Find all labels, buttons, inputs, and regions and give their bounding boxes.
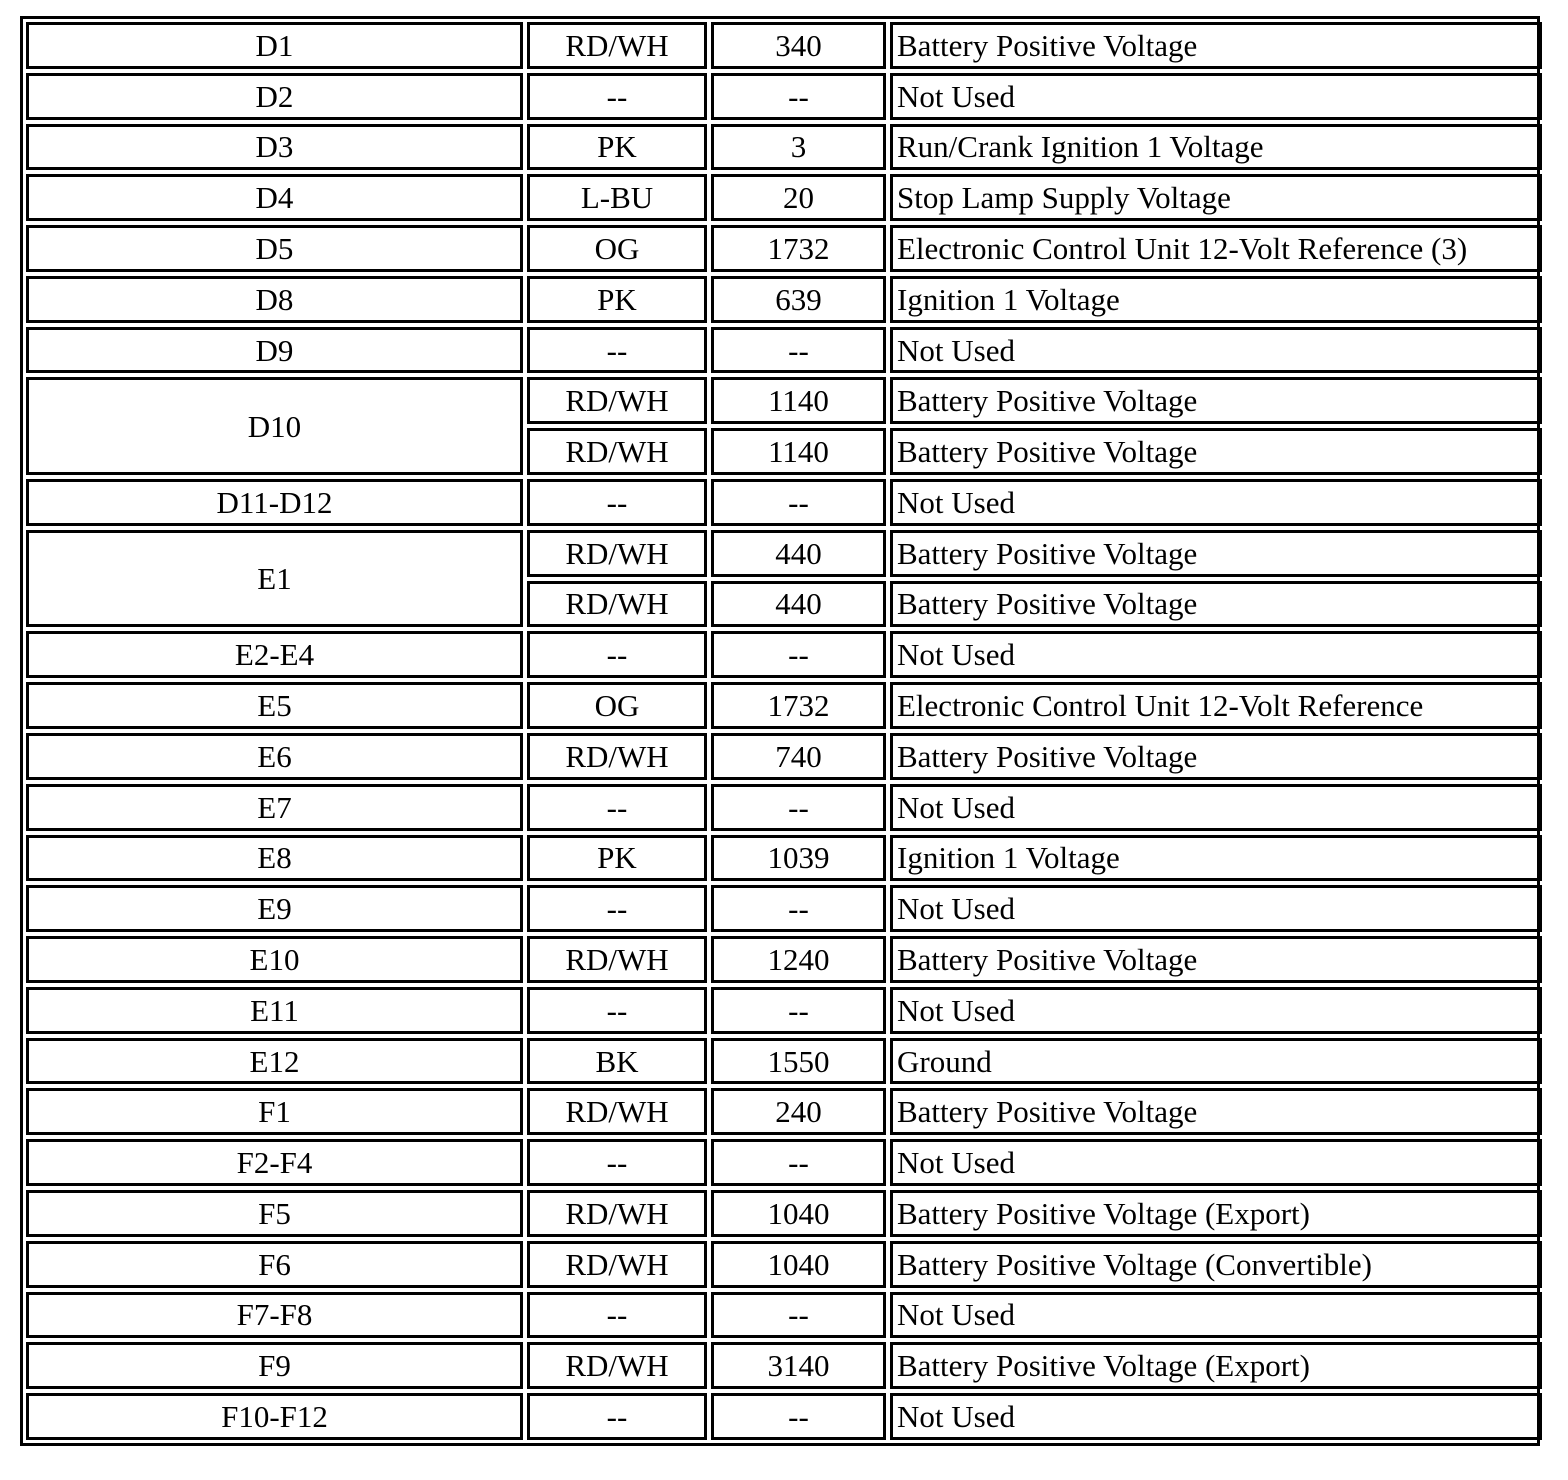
function-cell: Not Used [890, 1139, 1542, 1186]
circuit-number-cell: 639 [711, 276, 886, 323]
table-row [26, 784, 1542, 831]
wire-color-cell: -- [527, 479, 707, 526]
wire-color-cell: OG [527, 682, 707, 729]
wire-color-cell: L-BU [527, 174, 707, 221]
table-row [26, 936, 1542, 983]
table-row [26, 377, 1542, 424]
circuit-number-cell: -- [711, 1139, 886, 1186]
function-cell: Battery Positive Voltage [890, 1088, 1542, 1135]
wire-color-cell: BK [527, 1038, 707, 1085]
table-row [26, 276, 1542, 323]
wire-color-cell: RD/WH [527, 1190, 707, 1237]
wire-color-cell: -- [527, 1393, 707, 1440]
table-row [26, 73, 1542, 120]
pin-cell: D9 [26, 327, 523, 374]
table-row [26, 1292, 1542, 1339]
circuit-number-cell: -- [711, 784, 886, 831]
table-row [26, 1088, 1542, 1135]
table-row [26, 225, 1542, 272]
pin-cell: D2 [26, 73, 523, 120]
pin-cell: E2-E4 [26, 631, 523, 678]
wire-color-cell: PK [527, 124, 707, 171]
function-cell: Not Used [890, 73, 1542, 120]
circuit-number-cell: 1732 [711, 682, 886, 729]
function-cell: Battery Positive Voltage [890, 377, 1542, 424]
pin-cell: D10 [26, 377, 523, 475]
circuit-number-cell: 240 [711, 1088, 886, 1135]
circuit-number-cell: 1240 [711, 936, 886, 983]
function-cell: Not Used [890, 631, 1542, 678]
function-cell: Not Used [890, 885, 1542, 932]
pin-cell: F9 [26, 1342, 523, 1389]
pin-cell: D8 [26, 276, 523, 323]
function-cell: Not Used [890, 1292, 1542, 1339]
wire-color-cell: RD/WH [527, 733, 707, 780]
wire-color-cell: -- [527, 885, 707, 932]
pin-cell: D1 [26, 22, 523, 69]
wire-color-cell: -- [527, 327, 707, 374]
pin-cell: D4 [26, 174, 523, 221]
function-cell: Stop Lamp Supply Voltage [890, 174, 1542, 221]
circuit-number-cell: 340 [711, 22, 886, 69]
function-cell: Battery Positive Voltage [890, 428, 1542, 475]
wire-color-cell: PK [527, 835, 707, 882]
function-cell: Ignition 1 Voltage [890, 276, 1542, 323]
function-cell: Battery Positive Voltage [890, 22, 1542, 69]
pin-cell: F6 [26, 1241, 523, 1288]
pin-cell: E11 [26, 987, 523, 1034]
wire-color-cell: RD/WH [527, 530, 707, 577]
function-cell: Battery Positive Voltage (Export) [890, 1342, 1542, 1389]
circuit-number-cell: -- [711, 885, 886, 932]
circuit-number-cell: 1550 [711, 1038, 886, 1085]
pin-cell: E8 [26, 835, 523, 882]
pin-cell: F1 [26, 1088, 523, 1135]
table-row [26, 885, 1542, 932]
connector-pinout-table [22, 18, 1546, 1444]
function-cell: Not Used [890, 327, 1542, 374]
circuit-number-cell: 1039 [711, 835, 886, 882]
circuit-number-cell: 740 [711, 733, 886, 780]
wire-color-cell: RD/WH [527, 428, 707, 475]
function-cell: Ground [890, 1038, 1542, 1085]
pin-cell: E5 [26, 682, 523, 729]
function-cell: Run/Crank Ignition 1 Voltage [890, 124, 1542, 171]
table-row [26, 682, 1542, 729]
circuit-number-cell: 440 [711, 581, 886, 628]
function-cell: Electronic Control Unit 12-Volt Reference (3) [890, 225, 1542, 272]
pin-cell: E6 [26, 733, 523, 780]
pin-cell: D3 [26, 124, 523, 171]
table-row [26, 835, 1542, 882]
wire-color-cell: -- [527, 631, 707, 678]
circuit-number-cell: -- [711, 73, 886, 120]
function-cell: Battery Positive Voltage (Export) [890, 1190, 1542, 1237]
table-row [26, 174, 1542, 221]
function-cell: Not Used [890, 479, 1542, 526]
circuit-number-cell: 1040 [711, 1190, 886, 1237]
wire-color-cell: RD/WH [527, 1241, 707, 1288]
pinout-table-body [26, 22, 1542, 1440]
table-row [26, 124, 1542, 171]
wire-color-cell: -- [527, 987, 707, 1034]
table-row [26, 530, 1542, 577]
function-cell: Ignition 1 Voltage [890, 835, 1542, 882]
table-row [26, 1139, 1542, 1186]
wire-color-cell: -- [527, 73, 707, 120]
table-row [26, 479, 1542, 526]
circuit-number-cell: 1140 [711, 377, 886, 424]
wire-color-cell: -- [527, 1139, 707, 1186]
function-cell: Battery Positive Voltage [890, 936, 1542, 983]
table-row [26, 1241, 1542, 1288]
wire-color-cell: RD/WH [527, 936, 707, 983]
wire-color-cell: -- [527, 1292, 707, 1339]
circuit-number-cell: 20 [711, 174, 886, 221]
pin-cell: D5 [26, 225, 523, 272]
wire-color-cell: RD/WH [527, 377, 707, 424]
table-row [26, 22, 1542, 69]
table-row [26, 1190, 1542, 1237]
function-cell: Battery Positive Voltage (Convertible) [890, 1241, 1542, 1288]
wire-color-cell: RD/WH [527, 581, 707, 628]
pin-cell: E12 [26, 1038, 523, 1085]
wire-color-cell: RD/WH [527, 22, 707, 69]
function-cell: Battery Positive Voltage [890, 530, 1542, 577]
table-row [26, 1342, 1542, 1389]
circuit-number-cell: 3140 [711, 1342, 886, 1389]
pin-cell: F2-F4 [26, 1139, 523, 1186]
function-cell: Not Used [890, 987, 1542, 1034]
circuit-number-cell: -- [711, 1393, 886, 1440]
circuit-number-cell: -- [711, 327, 886, 374]
table-row [26, 733, 1542, 780]
wire-color-cell: RD/WH [527, 1088, 707, 1135]
pin-cell: D11-D12 [26, 479, 523, 526]
table-row [26, 987, 1542, 1034]
wire-color-cell: PK [527, 276, 707, 323]
function-cell: Not Used [890, 784, 1542, 831]
wire-color-cell: -- [527, 784, 707, 831]
table-row [26, 631, 1542, 678]
wire-color-cell: OG [527, 225, 707, 272]
circuit-number-cell: 1732 [711, 225, 886, 272]
table-row [26, 1038, 1542, 1085]
pin-cell: F5 [26, 1190, 523, 1237]
pin-cell: E1 [26, 530, 523, 628]
pin-cell: F7-F8 [26, 1292, 523, 1339]
table-row [26, 327, 1542, 374]
circuit-number-cell: -- [711, 479, 886, 526]
circuit-number-cell: -- [711, 1292, 886, 1339]
function-cell: Battery Positive Voltage [890, 581, 1542, 628]
wire-color-cell: RD/WH [527, 1342, 707, 1389]
function-cell: Not Used [890, 1393, 1542, 1440]
circuit-number-cell: 3 [711, 124, 886, 171]
table-row [26, 1393, 1542, 1440]
circuit-number-cell: -- [711, 631, 886, 678]
pin-cell: E10 [26, 936, 523, 983]
pin-cell: E7 [26, 784, 523, 831]
pin-cell: F10-F12 [26, 1393, 523, 1440]
circuit-number-cell: 1140 [711, 428, 886, 475]
circuit-number-cell: -- [711, 987, 886, 1034]
circuit-number-cell: 440 [711, 530, 886, 577]
circuit-number-cell: 1040 [711, 1241, 886, 1288]
pin-cell: E9 [26, 885, 523, 932]
function-cell: Battery Positive Voltage [890, 733, 1542, 780]
function-cell: Electronic Control Unit 12-Volt Reference [890, 682, 1542, 729]
